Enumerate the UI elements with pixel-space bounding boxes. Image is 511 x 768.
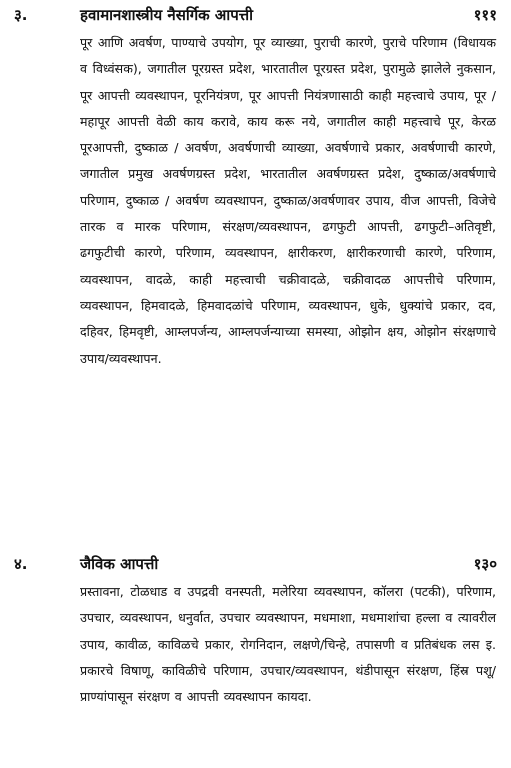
chapter-number: ३. bbox=[14, 6, 28, 24]
page-number: १११ bbox=[473, 6, 497, 24]
page-number: १३० bbox=[473, 555, 497, 573]
chapter-topics: प्रस्तावना, टोळधाड व उपद्रवी वनस्पती, मलेरिया व्यवस्थापन, कॉलरा (पटकी), परिणाम, उपचार, व्यवस्थापन, धनुर्वात, उपचार व्यवस्थापन, मधमाशा, मधमाशांचा हल्ला व त्यावरील उपाय, कावीळ, काविळचे प्रकार, रोगनिदान, लक्षणे/चिन्हे, तपासणी व प्रतिबंधक लस इ. प्रकारचे विषाणू, काविळीचे परिणाम, उपचार/व्यवस्थापन, थंडीपासून संरक्षण, हिंस्र पशू/ प्राण्यांपासून संरक्षण व आपत्ती व्यवस्थापन कायदा. bbox=[80, 584, 496, 705]
chapter-number: ४. bbox=[14, 555, 28, 573]
chapter-topics: पूर आणि अवर्षण, पाण्याचे उपयोग, पूर व्याख्या, पुराची कारणे, पुराचे परिणाम (विधायक व विध्वंसक), जगातील पूरग्रस्त प्रदेश, भारतातील पूरग्रस्त प्रदेश, पुरामुळे झालेले नुकसान, पूर आपत्ती व्यवस्थापन, पूरनियंत्रण, पूर आपत्ती नियंत्रणासाठी काही महत्त्वाचे उपाय, पूर / महापूर आपत्ती वेळी काय करावे, काय करू नये, जगातील काही महत्त्वाचे पूर, केरळ पूरआपत्ती, दुष्काळ / अवर्षण, अवर्षणाची व्याख्या, अवर्षणाचे प्रकार, अवर्षणाची कारणे, जगातील प्रमुख अवर्षणग्रस्त प्रदेश, भारतातील अवर्षणग्रस्त प्रदेश, दुष्काळ/अवर्षणाचे परिणाम, दुष्काळ / अवर्षण व्यवस्थापन, दुष्काळ/अवर्षणावर उपाय, वीज आपत्ती, विजेचे तारक व मारक परिणाम, संरक्षण/व्यवस्थापन, ढगफुटी आपत्ती, ढगफुटी–अतिवृष्टी, ढगफुटीची कारणे, परिणाम, व्यवस्थापन, क्षारीकरण, क्षारीकरणाची कारणे, परिणाम, व्यवस्थापन, वादळे, काही महत्त्वाची चक्रीवादळे, चक्रीवादळ आपत्तीचे परिणाम, व्यवस्थापन, हिमवादळे, हिमवादळांचे परिणाम, व्यवस्थापन, धुके, धुक्यांचे प्रकार, दव, दहिवर, हिमवृष्टी, आम्लपर्जन्य, आम्लपर्जन्याच्या समस्या, ओझोन क्षय, ओझोन संरक्षणाचे उपाय/व्यवस्थापन. bbox=[80, 35, 496, 366]
chapter-title: जैविक आपत्ती bbox=[80, 555, 159, 573]
chapter-title: हवामानशास्त्रीय नैसर्गिक आपत्ती bbox=[80, 6, 254, 24]
